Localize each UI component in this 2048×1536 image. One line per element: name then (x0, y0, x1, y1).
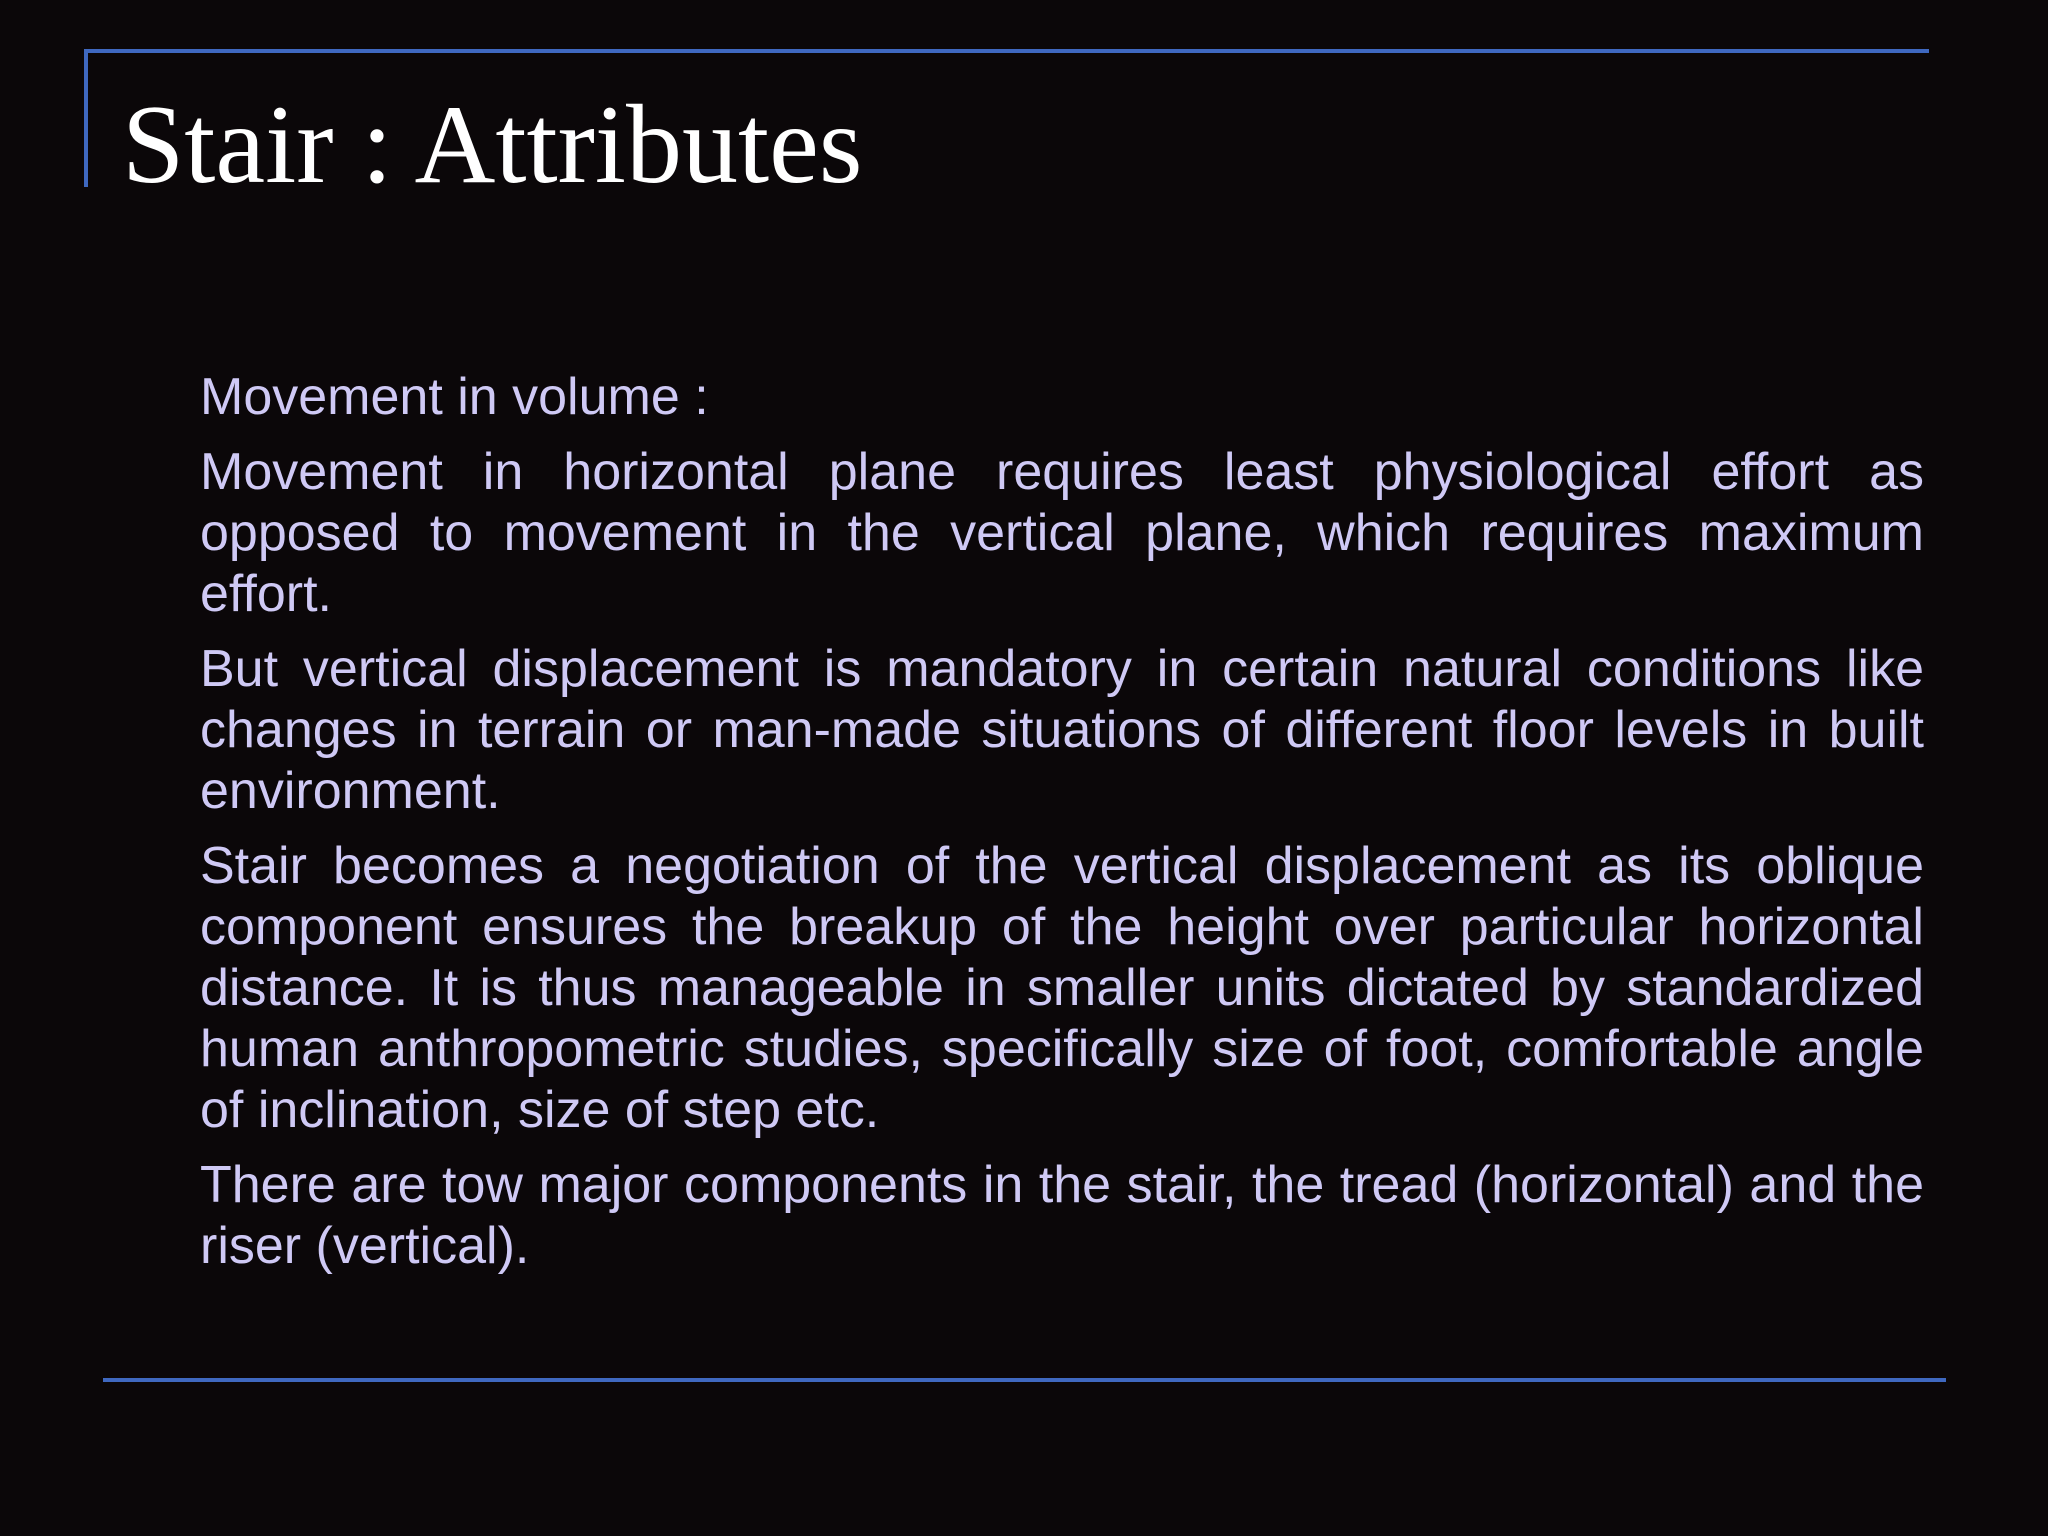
body-paragraph: Movement in horizontal plane requires least physiological effort as opposed to movement in the vertical plane, which requires maximum effort. (200, 443, 1924, 623)
left-rule (84, 49, 88, 187)
body-paragraph: Stair becomes a negotiation of the vertical displacement as its oblique component ensures the breakup of the height over particular horizontal distance. It is thus manageable in smaller units dictated by standardized human anthropometric studies, specifically size of foot, comfortable angle of inclination, size of step etc. (200, 837, 1924, 1139)
slide-title: Stair : Attributes (122, 83, 863, 207)
top-rule (84, 49, 1929, 53)
body-paragraph: Movement in volume : (200, 368, 709, 426)
slide-body (200, 367, 1924, 1291)
bottom-rule (103, 1378, 1946, 1382)
body-paragraph: There are tow major components in the stair, the tread (horizontal) and the riser (vertical). (200, 1156, 1924, 1275)
body-paragraph: But vertical displacement is mandatory in certain natural conditions like changes in terrain or man-made situations of different floor levels in built environment. (200, 640, 1924, 820)
